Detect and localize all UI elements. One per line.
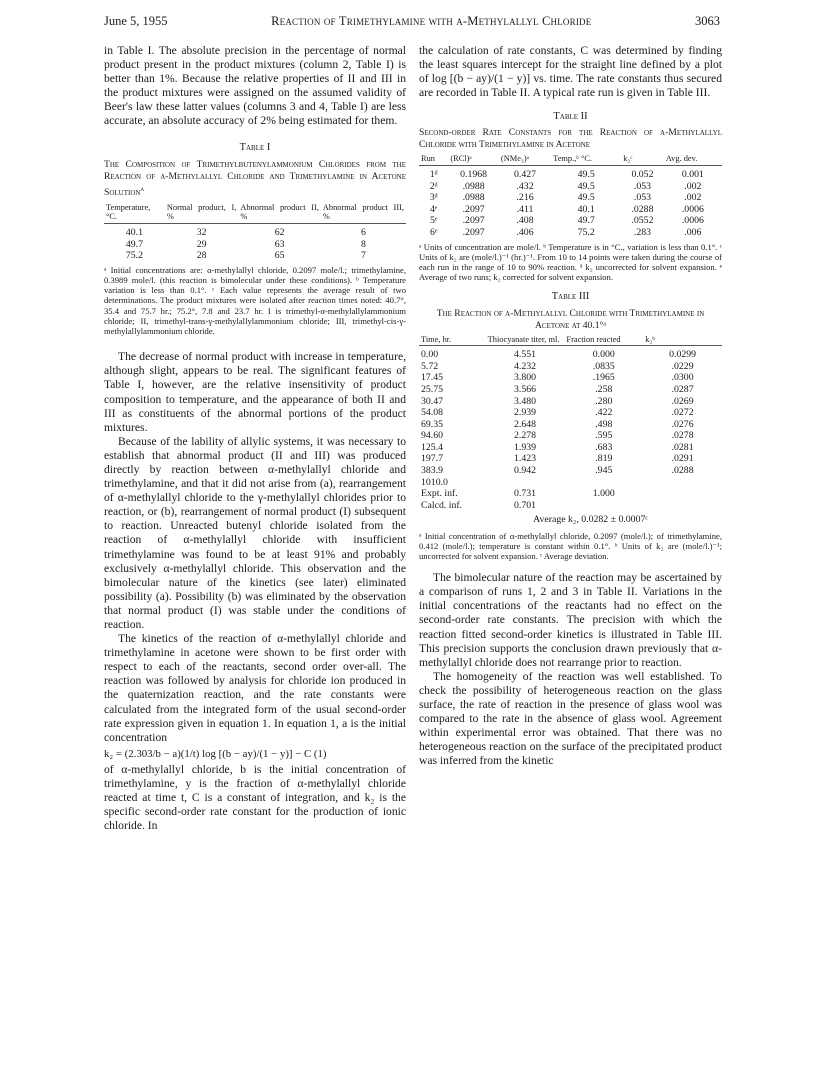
paragraph: of α-methylallyl chloride, b is the initial concentration of trimethylamine, y is the fraction of α-methylallyl chloride reacted at time t, C is a constant of integration, and k₂ is the specific second-order rate constant for the production of ionic chloride. In — [104, 762, 406, 833]
table-row: 54.08 2.939 .422 .0272 — [421, 407, 694, 419]
table-footnote: ᵃ Initial concentrations are: α-methylallyl chloride, 0.2097 mole/l.; trimethylamine, 0.3989 mole/l. (this reaction is bimolecular under these conditions). ᵇ Temperature variation is less than 0.1°. ᶜ Each value represents the average result of two determinations. The product mixtures were isolated after reaction times noted: 40.7°, 35.4 and 75.7 hr.; 75.2°, 7.8 and 23.7 hr. I is trimethyl-α-methylallylammonium chloride; II, trimethyl-trans-γ-methylallylammonium chloride; III, trimethyl-cis-γ-methylallylammonium chloride. — [104, 264, 406, 337]
table-row: 17.45 3.800 .1965 .0300 — [421, 372, 694, 384]
table-header: Temp.,ᵇ °C. — [551, 153, 621, 165]
header-date: June 5, 1955 — [104, 14, 168, 28]
table-header: Normal product, I, % — [165, 202, 239, 224]
table-caption: Table III — [551, 291, 590, 303]
table-header: Time, hr. — [419, 334, 486, 346]
table-row: 2ᵈ .0988 .432 49.5 .053 .002 — [429, 180, 702, 192]
table-footnote: ᵃ Initial concentration of α-methylallyl chloride, 0.2097 (mole/l.); of trimethylamine, 0.412 (mole/l.); temperature is constant within 0.1°. ᵇ Units of k₂ are (mole/l.)⁻¹; uncorrected for solvent expansion. ᶜ Average deviation. — [419, 530, 722, 561]
table-3 — [419, 334, 722, 512]
table-row: 75.2 28 65 7 — [125, 250, 366, 262]
table-header: (RCl)ᵃ — [448, 153, 499, 165]
table-footnote: ᵃ Units of concentration are mole/l. ᵇ Temperature is in °C., variation is less than 0.1°. ᶜ Units of k₂ are (mole/l.)⁻¹ (hr.)⁻¹. From 10 to 14 points were taken during the course of each run in the range of 10 to 90% reaction. ᵈ k₂ uncorrected for solvent expansion. ᵉ Average of two runs; k₂ corrected for solvent expansion. — [419, 241, 722, 283]
paragraph: The decrease of normal product with increase in temperature, although slight, appears to be real. The significant features of Table I, however, are the relative insensitivity of product composition to temperature, and the appearance of both II and III as constituents of the abnormal portions of the product mixtures. — [104, 350, 406, 434]
table-row: 40.1 32 62 6 — [125, 227, 366, 239]
paragraph: The bimolecular nature of the reaction may be ascertained by a comparison of runs 1, 2 and 3 in Table II. Variations in the initial concentrations of the reactants had no effect on the second-order rate constants. The precision with which the reaction fitted second-order kinetics is illustrated in Table III. This precision supports the conclusion drawn previously that α-methylallyl chloride does not rearrange prior to reaction. — [419, 571, 722, 669]
page-number: 3063 — [694, 14, 720, 28]
table-header: Temperature, °C. — [104, 202, 165, 224]
table-average: Average k₂, 0.0282 ± 0.0007ᶜ — [533, 514, 648, 526]
table-caption: Table I — [239, 141, 271, 153]
equation-1: k₂ = (2.303/b − a)(1/t) log [(b − ay)/(1 − y)] − C (1) — [104, 747, 327, 760]
table-2 — [419, 153, 722, 238]
table-row: 69.35 2.648 .498 .0276 — [421, 418, 694, 430]
paragraph: in Table I. The absolute precision in the percentage of normal product present in the product mixtures (column 2, Table I) is better than 1%. Because the relative properties of II and III in the product mixtures were assigned on the assumed validity of Beer's law these latter values (columns 3 and 4, Table I) are less accurate, an absolute accuracy of 2% being estimated for them. — [104, 44, 406, 128]
right-column — [419, 44, 722, 768]
table-row: 6ᵉ .2097 .406 75.2 .283 .006 — [429, 227, 702, 239]
running-header — [104, 14, 720, 32]
table-row: 0.00 4.551 0.000 0.0299 — [421, 349, 697, 361]
table-row: 1010.0 — [421, 476, 448, 488]
table-header: Avg. dev. — [664, 153, 722, 165]
table-header: Abnormal product II, % — [238, 202, 320, 224]
paragraph: The homogeneity of the reaction was well established. To check the possibility of heterogeneous reaction on the glass surface, the rate of reaction in the presence of glass wool was compared to the rate in the absence of glass wool. Agreement within experimental error was obtained. That there was no heterogeneous reaction on the surface of the precipitated product was inferred from the kinetic — [419, 669, 722, 768]
table-row: 30.47 3.480 .280 .0269 — [421, 395, 694, 407]
table-1 — [104, 202, 406, 262]
table-row: 94.60 2.278 .595 .0278 — [421, 430, 694, 442]
table-title: The Composition of Trimethylbutenylammonium Chlorides from the Reaction of α-Methylallyl Chloride and Trimethylamine in Acetone Solution$^a$ — [104, 158, 406, 198]
table-row: Expt. inf. 0.731 1.000 — [421, 488, 615, 500]
table-row: 25.75 3.566 .258 .0287 — [421, 383, 694, 395]
paragraph: the calculation of rate constants, C was determined by finding the least squares intercept for the straight line defined by a plot of log [(b − ay)/(1 − y)] vs. time. The rate constants thus secured are recorded in Table II. A typical rate run is given in Table III. — [419, 44, 722, 100]
table-header: Abnormal product III, % — [321, 202, 406, 224]
table-row: 49.7 29 63 8 — [125, 238, 366, 250]
table-header: Thiocyanate titer, ml. — [486, 334, 565, 346]
table-row: 197.7 1.423 .819 .0291 — [421, 453, 694, 465]
table-title: Second-order Rate Constants for the Reaction of α-Methylallyl Chloride with Trimethylamine in Acetone — [419, 127, 722, 151]
table-header: (NMe₃)ᵃ — [499, 153, 551, 165]
paragraph: The kinetics of the reaction of α-methylallyl chloride and trimethylamine in acetone were shown to be first order with respect to each of the reactants, second order over-all. The reaction was followed by analysis for chloride ion produced in the quaternization reaction, and the rate constants were calculated from the integrated form of the usual second-order rate expression given in equation 1. In equation 1, a is the initial concentration — [104, 632, 406, 744]
table-row: 1ᵈ 0.1968 0.427 49.5 0.052 0.001 — [429, 169, 704, 181]
table-row: 4ᵉ .2097 .411 40.1 .0288 .0006 — [429, 203, 704, 215]
table-header: k₂ᶜ — [621, 153, 664, 165]
table-caption: Table II — [553, 111, 588, 123]
table-row: 125.4 1.939 .683 .0281 — [421, 441, 694, 453]
table-header: Run — [419, 153, 448, 165]
table-title: The Reaction of α-Methylallyl Chloride with Trimethylamine in Acetone at 40.1°ᵃ — [436, 307, 705, 331]
table-header: Fraction reacted — [564, 334, 643, 346]
table-row: 5.72 4.232 .0835 .0229 — [421, 360, 694, 372]
header-title: Reaction of Trimethylamine with α-Methylallyl Chloride — [271, 14, 592, 28]
paragraph: Because of the lability of allylic systems, it was necessary to establish that abnormal product (II and III) was produced directly by reaction between α-methylallyl chloride and trimethylamine, and that it did not arise from (a), rearrangement of α-methylallyl chloride to the γ-methylallyl chlorides prior to reaction, or (b), rearrangement of normal product (I) subsequent to reaction. Unreacted butenyl chloride isolated from the reaction of α-methylallyl chloride with insufficient trimethylamine was found to be at least 91% and probably exclusively α-methylallyl chloride. This observation and the bimolecular nature of the kinetics (see later) eliminated possibility (a). Possibility (b) was eliminated by the observation that normal product (I) was stable under the conditions of reaction. — [104, 434, 406, 632]
table-row: Calcd. inf. 0.701 — [421, 499, 537, 511]
table-3-body — [419, 346, 722, 512]
table-row: 5ᵉ .2097 .408 49.7 .0552 .0006 — [429, 215, 704, 227]
table-header: k₂ᵇ — [643, 334, 722, 346]
table-row: 3ᵈ .0988 .216 49.5 .053 .002 — [429, 192, 702, 204]
left-column — [104, 44, 406, 833]
table-row: 383.9 0.942 .945 .0288 — [421, 465, 694, 477]
